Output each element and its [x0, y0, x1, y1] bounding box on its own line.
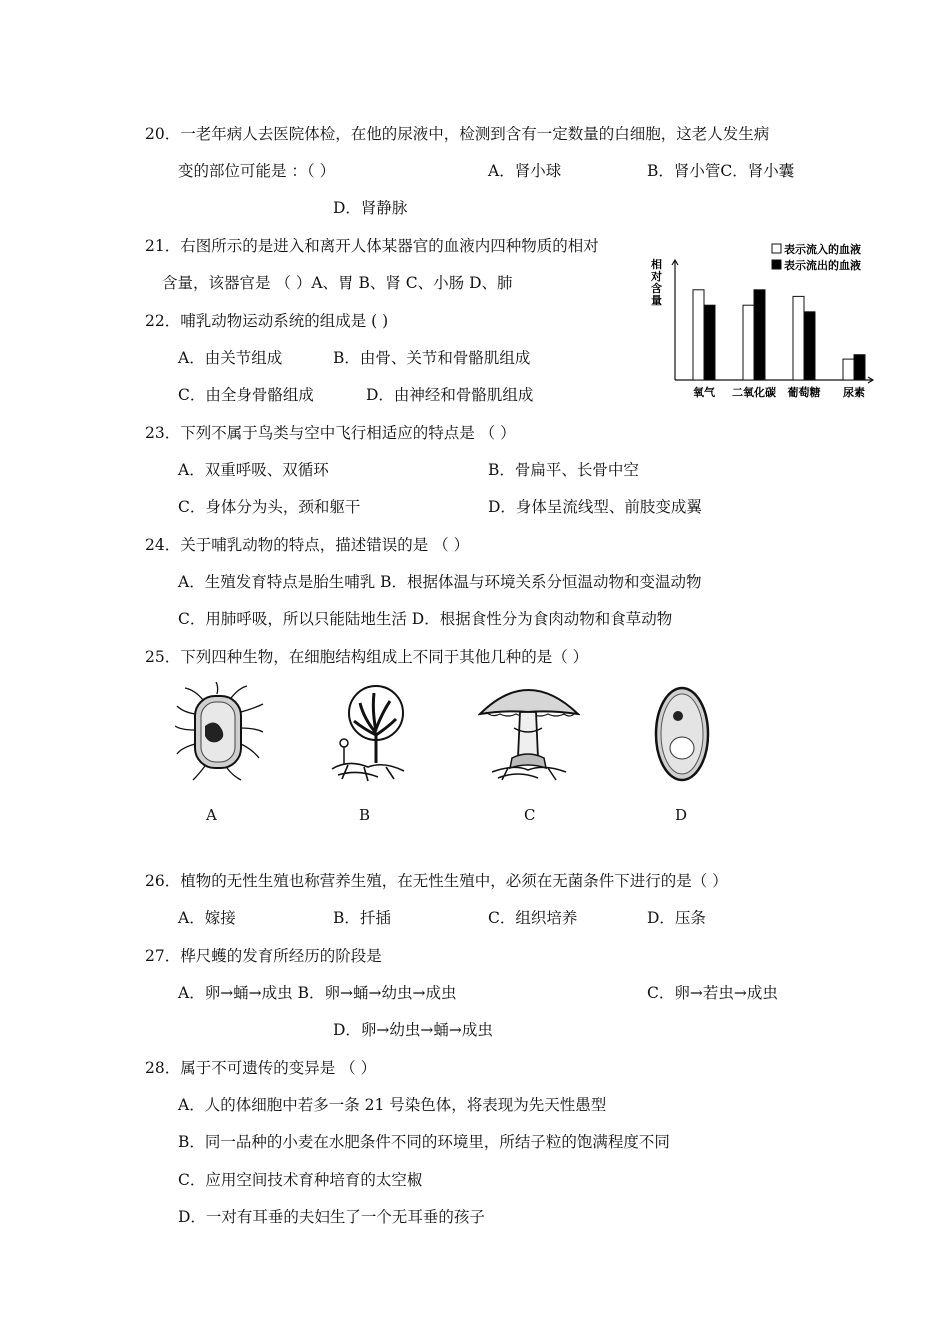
q22-option-b: B．由骨、关节和骨骼肌组成	[333, 349, 531, 367]
q26-option-b: B．扦插	[333, 909, 391, 927]
q22-option-a: A．由关节组成	[178, 349, 283, 367]
chart-category-labels	[693, 385, 865, 399]
q21-stem-line2: 含量，该器官是 （ ）A、胃 B、肾 C、小肠 D、肺	[162, 274, 513, 292]
category-label-3: 尿素	[843, 386, 865, 399]
figure-label-a: A	[206, 806, 217, 824]
bar-3-1	[854, 355, 865, 380]
q28-option-d: D．一对有耳垂的夫妇生了一个无耳垂的孩子	[178, 1208, 485, 1226]
q23-option-d: D．身体呈流线型、前肢变成翼	[488, 498, 702, 516]
chart-legend	[772, 242, 861, 272]
legend-label-1: 表示流出的血液	[784, 259, 861, 272]
q23-option-a: A．双重呼吸、双循环	[178, 461, 329, 479]
bacterium-figure	[175, 682, 265, 782]
q20-option-d: D．肾静脉	[333, 199, 408, 217]
q28-option-a: A．人的体细胞中若多一条 21 号染色体，将表现为先天性愚型	[178, 1096, 607, 1114]
bar-1-1	[754, 290, 765, 380]
q27-stem: 27．桦尺蠖的发育所经历的阶段是	[145, 947, 382, 965]
bar-2-1	[804, 312, 815, 380]
legend-label-0: 表示流入的血液	[784, 243, 861, 256]
q20-option-bc: B．肾小管C．肾小囊	[647, 162, 795, 180]
q24-option-cd: C．用肺呼吸，所以只能陆地生活 D．根据食性分为食肉动物和食草动物	[178, 610, 673, 628]
category-label-2: 葡萄糖	[787, 386, 821, 399]
bar-2-0	[793, 296, 804, 380]
q24-stem: 24．关于哺乳动物的特点，描述错误的是 （ ）	[145, 536, 470, 554]
q20-option-a: A．肾小球	[488, 162, 562, 180]
figure-label-c: C	[524, 806, 536, 824]
blood-substance-bar-chart	[645, 240, 885, 405]
q26-stem: 26．植物的无性生殖也称营养生殖，在无性生殖中，必须在无菌条件下进行的是（ ）	[145, 872, 728, 890]
q27-option-d: D．卵→幼虫→蛹→成虫	[333, 1021, 493, 1039]
plant-figure	[328, 683, 408, 783]
bar-1-0	[743, 305, 754, 380]
q24-option-ab: A．生殖发育特点是胎生哺乳 B．根据体温与环境关系分恒温动物和变温动物	[178, 573, 702, 591]
q23-stem: 23．下列不属于鸟类与空中飞行相适应的特点是 （ ）	[145, 424, 516, 442]
q28-option-c: C．应用空间技术育种培育的太空椒	[178, 1171, 423, 1189]
q22-option-c: C．由全身骨骼组成	[178, 386, 314, 404]
q27-option-c: C．卵→若虫→成虫	[647, 984, 778, 1002]
chart-bars	[693, 290, 865, 380]
q21-stem-line1: 21．右图所示的是进入和离开人体某器官的血液内四种物质的相对	[145, 237, 599, 255]
figure-label-d: D	[675, 806, 688, 824]
q20-stem-line2: 变的部位可能是 ：（ ）	[178, 162, 336, 180]
category-label-0: 氧气	[693, 386, 715, 399]
q27-option-ab: A．卵→蛹→成虫 B．卵→蛹→幼虫→成虫	[178, 984, 457, 1002]
q26-option-a: A．嫁接	[178, 909, 236, 927]
cell-figure	[652, 684, 712, 784]
bar-0-1	[704, 305, 715, 380]
q22-option-d: D．由神经和骨骼肌组成	[366, 386, 534, 404]
q26-option-d: D．压条	[647, 909, 706, 927]
chart-y-axis-label: 相对含量	[651, 258, 662, 307]
q23-option-c: C．身体分为头，颈和躯干	[178, 498, 361, 516]
q22-stem: 22．哺乳动物运动系统的组成是 ( )	[145, 312, 389, 330]
category-label-1: 二氧化碳	[732, 386, 776, 399]
legend-swatch-0	[772, 244, 781, 253]
q20-stem-line1: 20．一老年病人去医院体检，在他的尿液中，检测到含有一定数量的白细胞，这老人发生病	[145, 125, 770, 143]
q26-option-c: C．组织培养	[488, 909, 578, 927]
bar-3-0	[843, 359, 854, 380]
q28-stem: 28．属于不可遗传的变异是 （ ）	[145, 1059, 377, 1077]
figure-label-b: B	[359, 806, 371, 824]
q23-option-b: B．骨扁平、长骨中空	[488, 461, 639, 479]
mushroom-figure	[478, 676, 580, 782]
bar-0-0	[693, 290, 704, 380]
q25-stem: 25．下列四种生物，在细胞结构组成上不同于其他几种的是（ ）	[145, 648, 589, 666]
q28-option-b: B．同一品种的小麦在水肥条件不同的环境里，所结子粒的饱满程度不同	[178, 1133, 670, 1151]
legend-swatch-1	[772, 260, 781, 269]
